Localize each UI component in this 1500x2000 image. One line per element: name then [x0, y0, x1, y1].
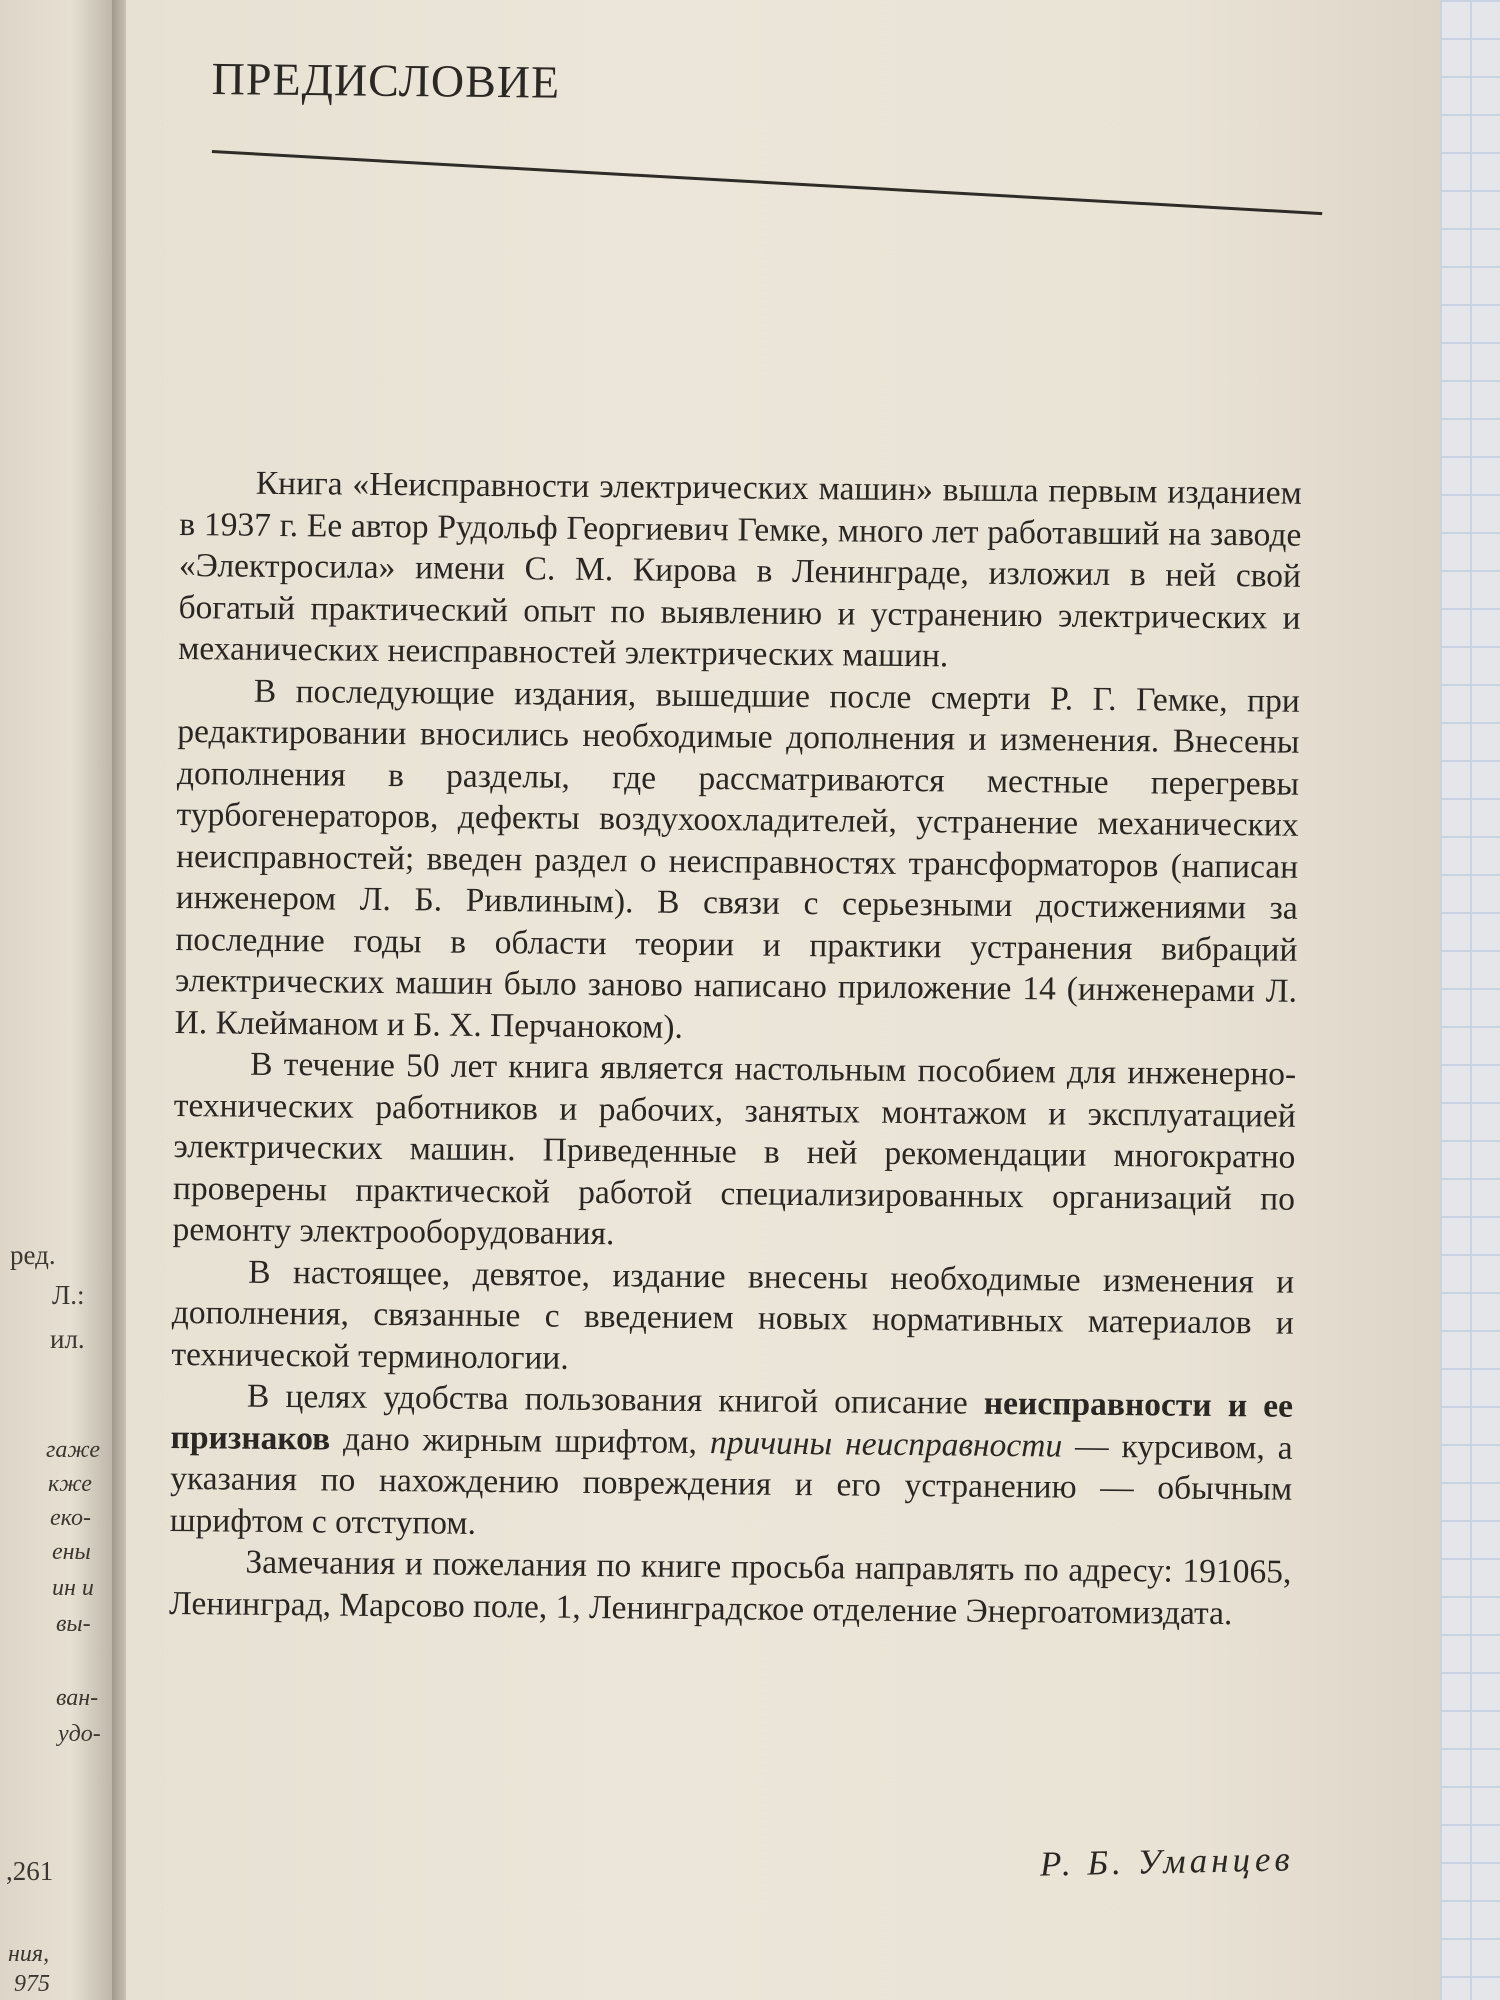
- paragraph: В настоящее, девятое, издание внесены необходимые изменения и дополнения, связанные с введением новых нормативных материалов и технической терминологии.: [171, 1253, 1295, 1377]
- paragraph: В последующие издания, вышедшие после смерти Р. Г. Гемке, при редактировании вносились необходимые дополнения и изменения. Внесены дополнения в разделы, где рассматриваются местные перегревы турбогенераторов, дефекты воздухоохладителей, устранение механических неисправностей; введен раздел о неисправностях трансформаторов (написан инженером Л. Б. Ривлиным). В связи с серьезными достижениями за последние годы в области теории и практики устранения вибраций электрических машин было заново написано приложение 14 (инженерами Л. И. Клейманом и Б. Х. Перчаноком).: [174, 672, 1300, 1046]
- left-margin-fragment: ред.: [10, 1240, 56, 1270]
- closing-paragraph: Замечания и пожелания по книге просьба направлять по адресу: 191065, Ленинград, Марсово поле, 1, Ленинградское отделение Энергоатомиздата.: [168, 1543, 1292, 1632]
- preface-body: [169, 462, 1302, 1635]
- formatting-paragraph: [170, 1375, 1294, 1552]
- left-margin-fragment: ван-: [56, 1685, 99, 1711]
- paragraph-text: — курсивом, а указания по нахождению повреждения и его устранению — обычным шрифтом с отступом.: [169, 1427, 1293, 1542]
- paragraph-text: дано жирным шрифтом,: [330, 1419, 711, 1461]
- paragraph-text: В целях удобства пользования книгой описание: [246, 1377, 985, 1422]
- left-margin-fragment: 975: [14, 1971, 50, 1997]
- left-margin-fragment: ,261: [6, 1856, 54, 1886]
- left-page: [0, 0, 118, 2000]
- left-margin-fragment: вы-: [56, 1611, 91, 1637]
- left-margin-fragment: ния,: [8, 1941, 50, 1967]
- left-margin-fragment: удо-: [58, 1721, 101, 1747]
- page-heading: ПРЕДИСЛОВИЕ: [211, 52, 561, 108]
- paragraph: В течение 50 лет книга является настольным пособием для инженерно-технических работников и рабочих, занятых монтажом и эксплуатацией электрических машин. Приведенные в ней рекомендации многократно проверены практической работой специализированных организаций по ремонту электрооборудования.: [172, 1045, 1297, 1253]
- left-margin-fragment: Л.:: [52, 1280, 85, 1310]
- left-margin-fragment: еко-: [50, 1505, 91, 1531]
- left-margin-fragment: ены: [52, 1539, 91, 1565]
- left-margin-fragment: ил.: [50, 1324, 85, 1354]
- left-margin-fragment: гаже: [46, 1437, 101, 1463]
- author-signature: Р. Б. Уманцев: [1039, 1839, 1295, 1884]
- notebook-paper-edge: [1440, 0, 1500, 2000]
- paragraph: Книга «Неисправности электрических машин» вышла первым изданием в 1937 г. Ее автор Рудольф Георгиевич Гемке, много лет работавший на заводе «Электросила» имени С. М. Кирова в Ленинграде, изложил в ней свой богатый практический опыт по выявлению и устранению электрических и механических неисправностей электрических машин.: [178, 464, 1302, 675]
- bold-sample: неисправности и ее признаков: [170, 1384, 1294, 1457]
- left-margin-fragment: кже: [48, 1471, 92, 1497]
- left-margin-fragment: ин и: [52, 1575, 94, 1601]
- italic-sample: причины неисправности: [709, 1423, 1063, 1465]
